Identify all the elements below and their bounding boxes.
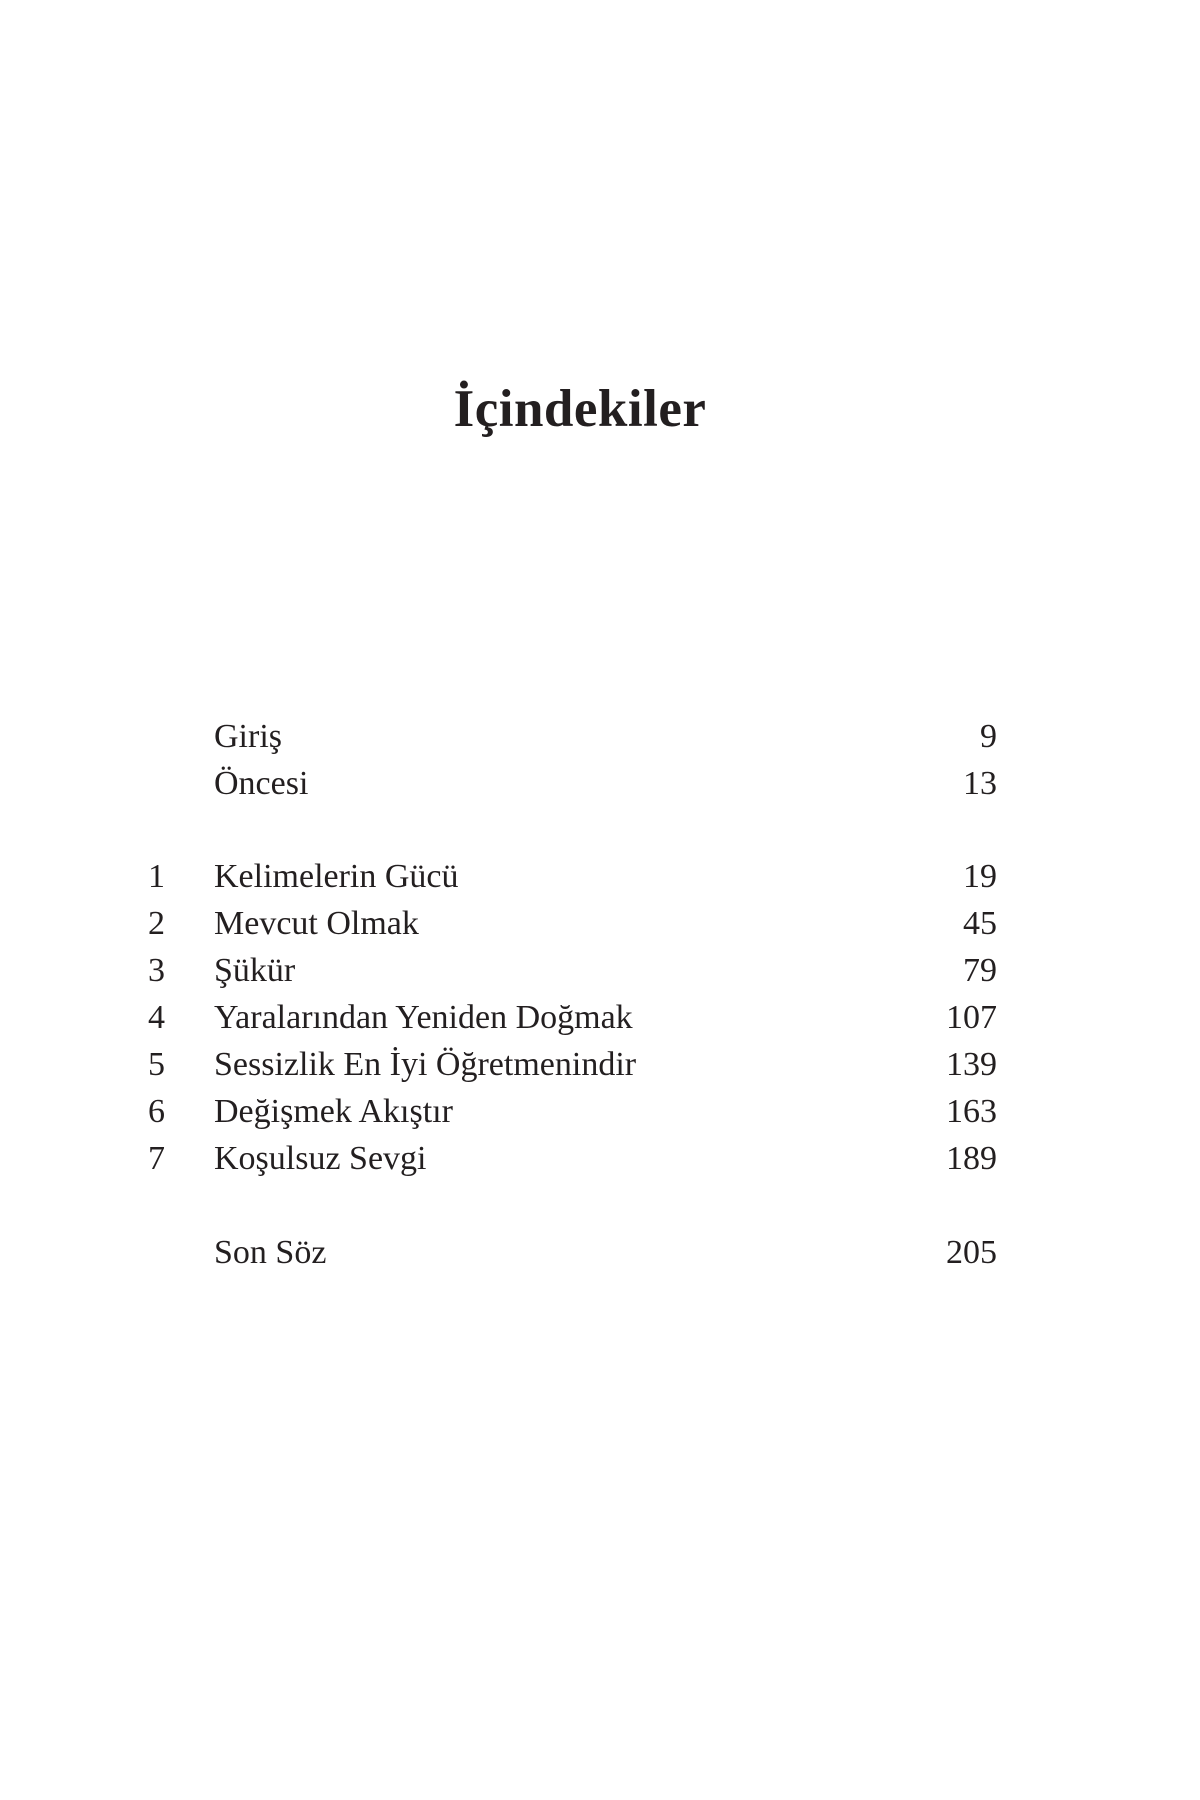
toc-entry	[0, 1229, 1200, 1277]
page-number: 79	[963, 952, 997, 989]
chapter-number: 3	[148, 952, 165, 989]
entry-title: Son Söz	[214, 1234, 327, 1271]
entry-title: Yaralarından Yeniden Doğmak	[214, 999, 633, 1036]
page-number: 189	[946, 1140, 997, 1177]
page-number: 45	[963, 905, 997, 942]
page-number: 13	[963, 765, 997, 802]
toc-entry	[0, 947, 1200, 995]
chapter-number: 4	[148, 999, 165, 1036]
entry-title: Giriş	[214, 718, 282, 755]
page-number: 163	[946, 1093, 997, 1130]
toc-entry	[0, 1088, 1200, 1136]
page-number: 139	[946, 1046, 997, 1083]
page-title: İçindekiler	[453, 380, 707, 438]
page-number: 205	[946, 1234, 997, 1271]
page-number: 107	[946, 999, 997, 1036]
toc-entry	[0, 994, 1200, 1042]
toc-entry	[0, 1041, 1200, 1089]
toc-entry	[0, 853, 1200, 901]
chapter-number: 1	[148, 858, 165, 895]
entry-title: Öncesi	[214, 765, 309, 802]
toc-entry	[0, 760, 1200, 808]
chapter-number: 5	[148, 1046, 165, 1083]
entry-title: Şükür	[214, 952, 296, 989]
toc-entry	[0, 900, 1200, 948]
entry-title: Değişmek Akıştır	[214, 1093, 453, 1130]
entry-title: Koşulsuz Sevgi	[214, 1140, 427, 1177]
page-number: 9	[980, 718, 997, 755]
toc-entry	[0, 713, 1200, 761]
page-number: 19	[963, 858, 997, 895]
entry-title: Mevcut Olmak	[214, 905, 419, 942]
chapter-number: 2	[148, 905, 165, 942]
entry-title: Sessizlik En İyi Öğretmenindir	[214, 1046, 637, 1083]
chapter-number: 6	[148, 1093, 165, 1130]
entry-title: Kelimelerin Gücü	[214, 858, 459, 895]
chapter-number: 7	[148, 1140, 165, 1177]
toc-entry	[0, 1135, 1200, 1183]
